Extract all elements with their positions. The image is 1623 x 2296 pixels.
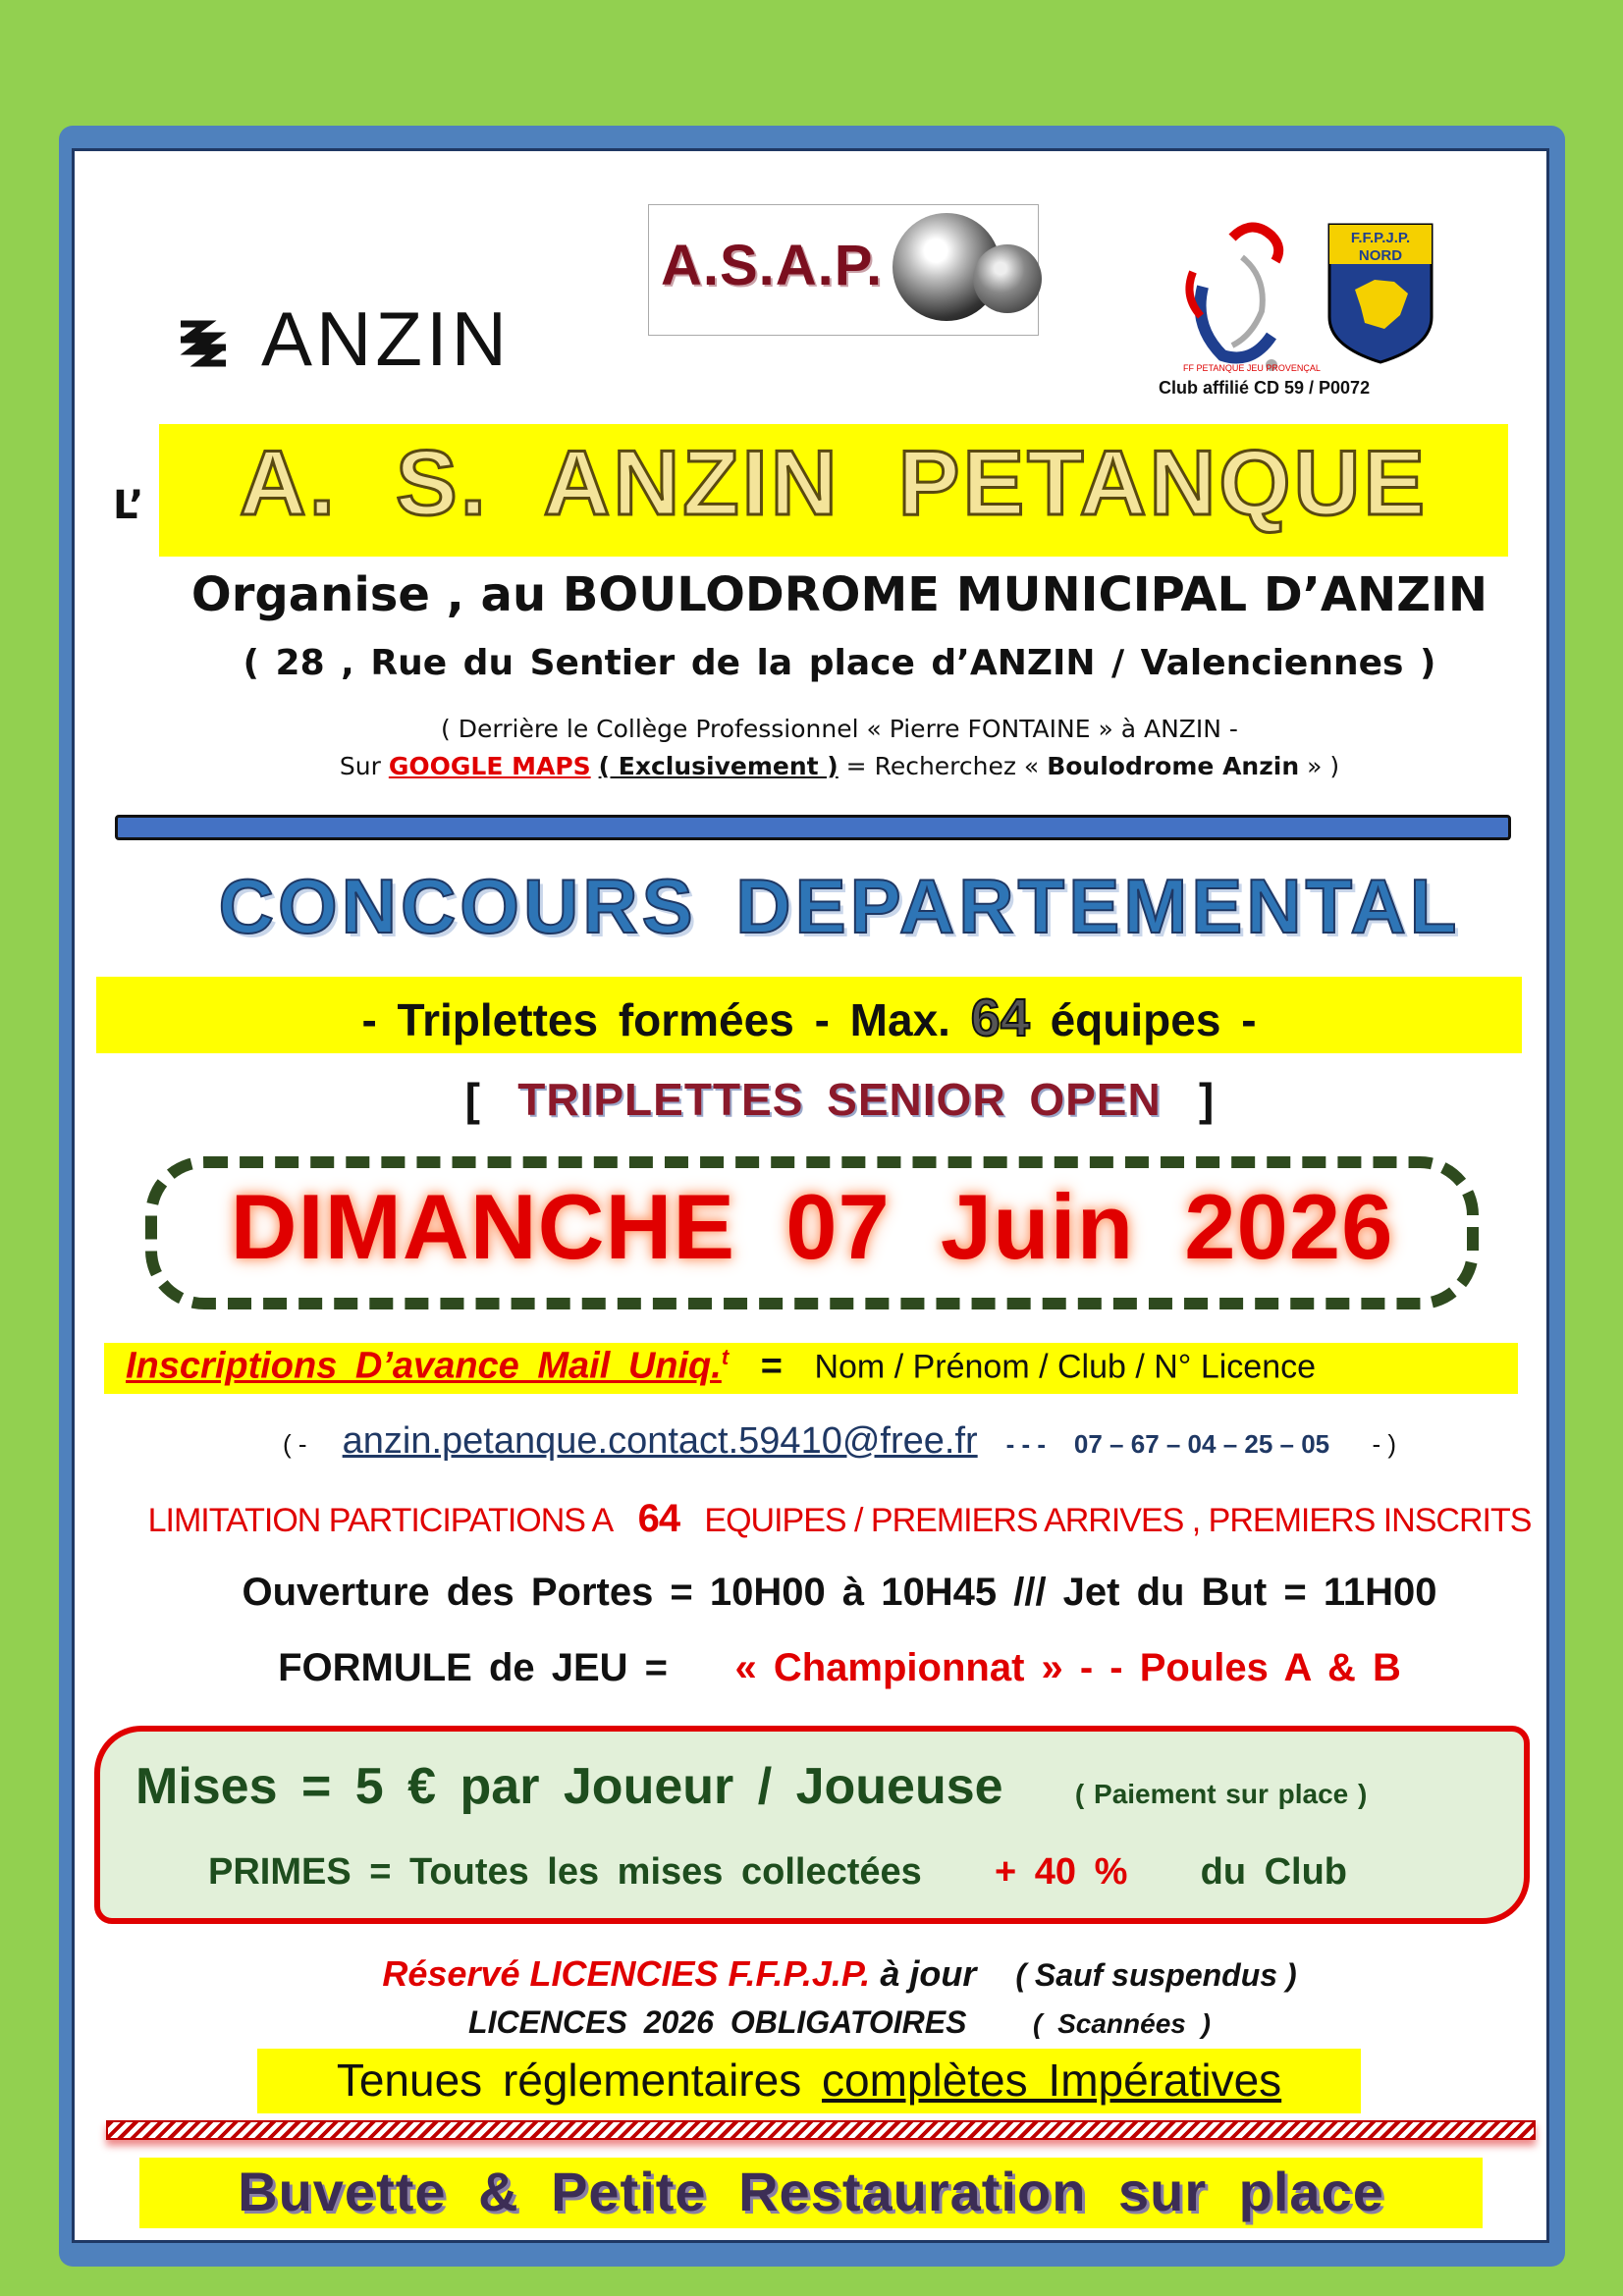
registration-label: Inscriptions D’avance Mail Uniq. [126,1345,722,1387]
section-divider [115,815,1511,840]
ff-petanque-rooster-logo [1173,218,1321,375]
email-link[interactable]: anzin.petanque.contact.59410@free.fr [342,1420,978,1462]
primes-line [208,1851,1347,1894]
limit-b: EQUIPES / PREMIERS ARRIVES , PREMIERS INSCRITS [704,1502,1532,1539]
reserve-line [93,1953,1586,1995]
striped-divider [106,2120,1536,2140]
affiliation-text: Club affilié CD 59 / P0072 [1159,378,1371,398]
category: TRIPLETTES SENIOR OPEN [517,1074,1162,1125]
category-open: [ [464,1074,480,1125]
anzin-wave-icon [177,316,255,371]
anzin-logo-text: ANZIN [261,295,511,382]
registration-fields: Nom / Prénom / Club / N° Licence [814,1348,1317,1386]
mises-note: ( Paiement sur place ) [1074,1779,1368,1809]
limitation-line [93,1497,1586,1541]
directions-place: Boulodrome Anzin [1047,752,1300,780]
format-left: - Triplettes formées - Max. [361,994,950,1045]
licences-note: ( Scannées ) [1032,2008,1211,2039]
format-line [96,988,1522,1048]
formula-line [93,1646,1586,1690]
registration-line [126,1345,1316,1388]
max-teams: 64 [970,988,1030,1047]
tenue-a: Tenues réglementaires [336,2055,822,2106]
primes-end: du Club [1200,1851,1348,1893]
category-close: ] [1199,1074,1215,1125]
rooster-caption: FF PETANQUE JEU PROVENÇAL [1183,363,1321,373]
address-line: ( 28 , Rue du Sentier de la place d’ANZIN / Valenciennes ) [243,643,1436,683]
google-maps-link[interactable]: GOOGLE MAPS [388,752,591,780]
phone-number: 07 – 67 – 04 – 25 – 05 [1073,1429,1330,1459]
mises-line [135,1757,1367,1816]
opening-line: Ouverture des Portes = 10H00 à 10H45 /// Jet du But = 11H00 [242,1571,1437,1614]
ffpjp-bottom-text: NORD [1358,247,1403,264]
contact-line [93,1420,1586,1463]
limit-num: 64 [637,1497,680,1540]
formula-label: FORMULE de JEU = [278,1646,669,1689]
directions-line-1: ( Derrière le Collège Professionnel « Pierre FONTAINE » à ANZIN - [441,715,1238,743]
reserve-red: Réservé LICENCIES F.F.P.J.P. [382,1953,871,1994]
category-line [93,1073,1586,1126]
formula-value: « Championnat » - - Poules A & B [734,1646,1401,1689]
directions-search: = Recherchez « [845,752,1040,780]
directions-line-2 [93,752,1586,780]
event-date: DIMANCHE 07 Juin 2026 [230,1175,1394,1278]
tenue-line [257,2054,1361,2107]
petanque-ball-icon [973,244,1042,313]
directions-prefix: Sur [339,752,381,780]
club-title: A. S. ANZIN PETANQUE [239,431,1429,534]
mises-text: Mises = 5 € par Joueur / Joueuse [135,1758,1003,1815]
reserve-black: à jour [880,1953,977,1994]
format-right: équipes - [1050,994,1257,1045]
registration-equals: = [760,1345,783,1387]
primes-bonus: + 40 % [995,1851,1128,1893]
title-prefix: L’ [113,483,144,528]
organiser-line: Organise , au BOULODROME MUNICIPAL D’ANZIN [190,567,1488,622]
ffpjp-nord-shield-logo [1325,221,1435,366]
exclusively-note: ( Exclusivement ) [598,752,839,780]
asap-logo-text: A.S.A.P. [661,234,884,297]
asap-logo [648,204,1039,336]
tenue-u: complètes Impératives [821,2055,1282,2106]
buvette-line: Buvette & Petite Restauration sur place [238,2161,1384,2222]
event-type: CONCOURS DEPARTEMENTAL [218,863,1461,949]
limit-a: LIMITATION PARTICIPATIONS A [147,1502,614,1539]
ffpjp-top-text: F.F.P.J.P. [1350,230,1411,246]
licences-text: LICENCES 2026 OBLIGATOIRES [468,2004,967,2040]
contact-open: ( - [282,1429,307,1459]
contact-sep: - - - [1005,1429,1046,1459]
contact-close: - ) [1372,1429,1397,1459]
licences-line [93,2004,1586,2041]
primes-label: PRIMES = Toutes les mises collectées [208,1851,922,1893]
directions-close: » ) [1307,752,1340,780]
reserve-note: ( Sauf suspendus ) [1015,1957,1297,1993]
fees-box [94,1726,1530,1924]
anzin-logo [177,294,511,384]
registration-sup: t [721,1345,730,1369]
